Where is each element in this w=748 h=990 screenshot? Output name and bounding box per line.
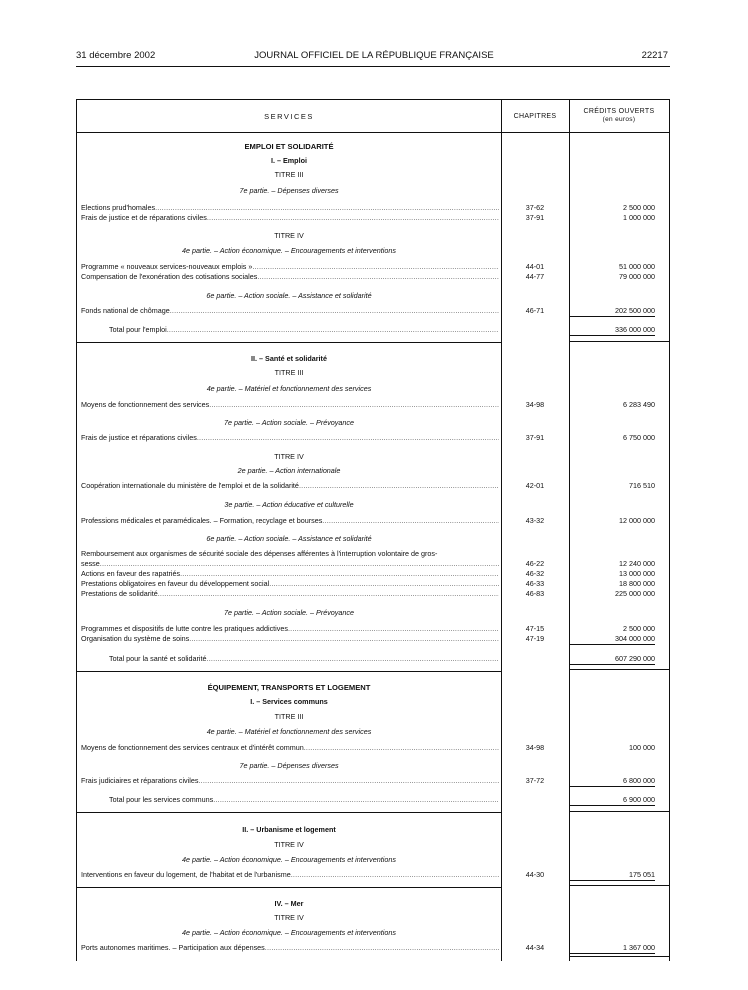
table-row bbox=[77, 624, 669, 634]
table-row bbox=[77, 743, 669, 753]
credit-amount: 6 283 490 bbox=[623, 400, 655, 409]
row-label: Professions médicales et paramédicales. – Formation, recyclage et bourses ..... bbox=[81, 516, 499, 526]
section-separator bbox=[77, 812, 501, 813]
chapter-code: 44-01 bbox=[525, 262, 545, 271]
titre-heading: TITRE IV bbox=[274, 840, 304, 849]
chapter-code: 42-01 bbox=[525, 481, 545, 490]
ministry-heading: EMPLOI ET SOLIDARITÉ bbox=[244, 142, 334, 151]
row-label: Total pour les services communs ..... bbox=[109, 795, 499, 805]
row-label: Frais judiciaires et réparations civiles ..... bbox=[81, 776, 499, 786]
titre-heading: TITRE III bbox=[274, 170, 304, 179]
header-rule bbox=[77, 132, 669, 133]
row-label: Total pour la santé et solidarité ..... bbox=[109, 654, 499, 664]
partie-heading: 3e partie. – Action éducative et culturelle bbox=[224, 500, 354, 509]
chapter-code: 34-98 bbox=[525, 743, 545, 752]
row-label: sesse ..... bbox=[81, 559, 499, 569]
table-row bbox=[77, 776, 669, 786]
credit-amount: 100 000 bbox=[629, 743, 655, 752]
section-separator bbox=[77, 887, 501, 888]
credit-amount: 12 000 000 bbox=[619, 516, 655, 525]
header-date: 31 décembre 2002 bbox=[76, 50, 156, 61]
table-row-continued bbox=[77, 549, 669, 559]
column-header-credits bbox=[569, 100, 669, 132]
row-label: Programmes et dispositifs de lutte contre les pratiques addictives ..... bbox=[81, 624, 499, 634]
ministry-heading: ÉQUIPEMENT, TRANSPORTS ET LOGEMENT bbox=[207, 683, 371, 692]
chapter-code: 37-91 bbox=[525, 213, 545, 222]
table-row bbox=[77, 306, 669, 316]
row-label: Elections prud'homales ..... bbox=[81, 203, 499, 213]
row-label: Moyens de fonctionnement des services ..... bbox=[81, 400, 499, 410]
journal-title: JOURNAL OFFICIEL DE LA RÉPUBLIQUE FRANÇAISE bbox=[254, 50, 494, 61]
credit-amount: 1 367 000 bbox=[569, 943, 655, 954]
credit-amount: 716 510 bbox=[629, 481, 655, 490]
credit-amount: 607 290 000 bbox=[569, 654, 655, 665]
partie-heading: 6e partie. – Action sociale. – Assistance et solidarité bbox=[206, 534, 372, 543]
table-row bbox=[77, 559, 669, 569]
column-divider bbox=[501, 100, 502, 961]
table-row bbox=[77, 272, 669, 282]
credit-amount: 304 000 000 bbox=[569, 634, 655, 645]
credit-amount: 2 500 000 bbox=[623, 203, 655, 212]
chapter-code: 47-19 bbox=[525, 634, 545, 643]
row-label: Ports autonomes maritimes. – Participation aux dépenses ..... bbox=[81, 943, 499, 953]
credit-amount: 336 000 000 bbox=[569, 325, 655, 336]
credit-amount: 18 800 000 bbox=[619, 579, 655, 588]
chapter-code: 46-83 bbox=[525, 589, 545, 598]
partie-heading: 7e partie. – Dépenses diverses bbox=[239, 186, 339, 195]
section-rule bbox=[569, 669, 669, 670]
chapter-code: 44-34 bbox=[525, 943, 545, 952]
credits-table bbox=[76, 99, 670, 961]
chapter-code: 44-30 bbox=[525, 870, 545, 879]
partie-heading: 7e partie. – Dépenses diverses bbox=[239, 761, 339, 770]
chapter-code: 46-71 bbox=[525, 306, 545, 315]
chapter-code: 47-15 bbox=[525, 624, 545, 633]
credit-amount: 1 000 000 bbox=[623, 213, 655, 222]
titre-heading: TITRE III bbox=[274, 368, 304, 377]
partie-heading: 4e partie. – Action économique. – Encouragements et interventions bbox=[182, 928, 396, 937]
section-heading: I. – Services communs bbox=[250, 697, 328, 706]
row-label: Interventions en faveur du logement, de l'habitat et de l'urbanisme ..... bbox=[81, 870, 499, 880]
row-label: Frais de justice et de réparations civiles ..... bbox=[81, 213, 499, 223]
credit-amount: 6 900 000 bbox=[569, 795, 655, 806]
table-row bbox=[77, 589, 669, 599]
column-header-services: SERVICES bbox=[264, 111, 314, 121]
credit-amount: 13 000 000 bbox=[619, 569, 655, 578]
section-rule bbox=[569, 811, 669, 812]
row-label: Actions en faveur des rapatriés ..... bbox=[81, 569, 499, 579]
credits-unit: (en euros) bbox=[602, 116, 636, 123]
row-label: Programme « nouveaux services-nouveaux emplois » ..... bbox=[81, 262, 499, 272]
total-row bbox=[77, 795, 669, 805]
table-row bbox=[77, 262, 669, 272]
chapter-code: 37-62 bbox=[525, 203, 545, 212]
row-label: Frais de justice et réparations civiles ..... bbox=[81, 433, 499, 443]
chapter-code: 37-91 bbox=[525, 433, 545, 442]
partie-heading: 4e partie. – Matériel et fonctionnement des services bbox=[206, 727, 372, 736]
total-row bbox=[77, 654, 669, 664]
credit-amount: 51 000 000 bbox=[619, 262, 655, 271]
table-row bbox=[77, 433, 669, 443]
section-heading: I. – Emploi bbox=[271, 156, 307, 165]
partie-heading: 4e partie. – Action économique. – Encouragements et interventions bbox=[182, 855, 396, 864]
table-row bbox=[77, 579, 669, 589]
row-label: Coopération internationale du ministère de l'emploi et de la solidarité ..... bbox=[81, 481, 499, 491]
total-row bbox=[77, 325, 669, 335]
partie-heading: 4e partie. – Matériel et fonctionnement des services bbox=[206, 384, 372, 393]
credit-amount: 12 240 000 bbox=[619, 559, 655, 568]
table-row bbox=[77, 481, 669, 491]
chapter-code: 46-32 bbox=[525, 569, 545, 578]
partie-heading: 2e partie. – Action internationale bbox=[237, 466, 341, 475]
table-row bbox=[77, 634, 669, 644]
titre-heading: TITRE III bbox=[274, 712, 304, 721]
credit-amount: 79 000 000 bbox=[619, 272, 655, 281]
row-label: Remboursement aux organismes de sécurité sociale des dépenses afférentes à l'interruption volontaire de gros- bbox=[81, 549, 438, 558]
credit-amount: 202 500 000 bbox=[569, 306, 655, 317]
table-row bbox=[77, 943, 669, 953]
chapter-code: 34-98 bbox=[525, 400, 545, 409]
column-divider bbox=[569, 100, 570, 961]
section-heading: II. – Santé et solidarité bbox=[251, 354, 327, 363]
chapter-code: 44-77 bbox=[525, 272, 545, 281]
credit-amount: 2 500 000 bbox=[623, 624, 655, 633]
row-label: Fonds national de chômage ..... bbox=[81, 306, 499, 316]
table-row bbox=[77, 870, 669, 880]
row-label: Moyens de fonctionnement des services centraux et d'intérêt commun ..... bbox=[81, 743, 499, 753]
table-row bbox=[77, 203, 669, 213]
row-label: Total pour l'emploi ..... bbox=[109, 325, 499, 335]
page-number: 22217 bbox=[641, 50, 668, 61]
chapter-code: 46-22 bbox=[525, 559, 545, 568]
credit-amount: 225 000 000 bbox=[615, 589, 655, 598]
section-rule bbox=[569, 956, 669, 957]
table-row bbox=[77, 400, 669, 410]
credit-amount: 6 750 000 bbox=[623, 433, 655, 442]
chapter-code: 46-33 bbox=[525, 579, 545, 588]
table-row bbox=[77, 569, 669, 579]
partie-heading: 7e partie. – Action sociale. – Prévoyance bbox=[224, 608, 354, 617]
titre-heading: TITRE IV bbox=[274, 231, 304, 240]
chapter-code: 43-32 bbox=[525, 516, 545, 525]
row-label: Compensation de l'exonération des cotisations sociales ..... bbox=[81, 272, 499, 282]
header-rule bbox=[76, 66, 670, 67]
partie-heading: 4e partie. – Action économique. – Encouragements et interventions bbox=[182, 246, 396, 255]
column-header-chapitres: CHAPITRES bbox=[513, 112, 557, 120]
titre-heading: TITRE IV bbox=[274, 913, 304, 922]
partie-heading: 7e partie. – Action sociale. – Prévoyance bbox=[224, 418, 354, 427]
section-heading: IV. – Mer bbox=[274, 899, 304, 908]
row-label: Prestations de solidarité ..... bbox=[81, 589, 499, 599]
row-label: Organisation du système de soins ..... bbox=[81, 634, 499, 644]
credit-amount: 6 800 000 bbox=[569, 776, 655, 787]
row-label: Prestations obligatoires en faveur du développement social ..... bbox=[81, 579, 499, 589]
section-heading: II. – Urbanisme et logement bbox=[242, 825, 336, 834]
section-rule bbox=[569, 341, 669, 342]
partie-heading: 6e partie. – Action sociale. – Assistance et solidarité bbox=[206, 291, 372, 300]
credits-label: CRÉDITS OUVERTS bbox=[583, 108, 655, 115]
table-row bbox=[77, 213, 669, 223]
titre-heading: TITRE IV bbox=[274, 452, 304, 461]
credit-amount: 175 051 bbox=[569, 870, 655, 881]
section-separator bbox=[77, 671, 501, 672]
section-separator bbox=[77, 342, 501, 343]
table-row bbox=[77, 516, 669, 526]
chapter-code: 37-72 bbox=[525, 776, 545, 785]
section-rule bbox=[569, 885, 669, 886]
